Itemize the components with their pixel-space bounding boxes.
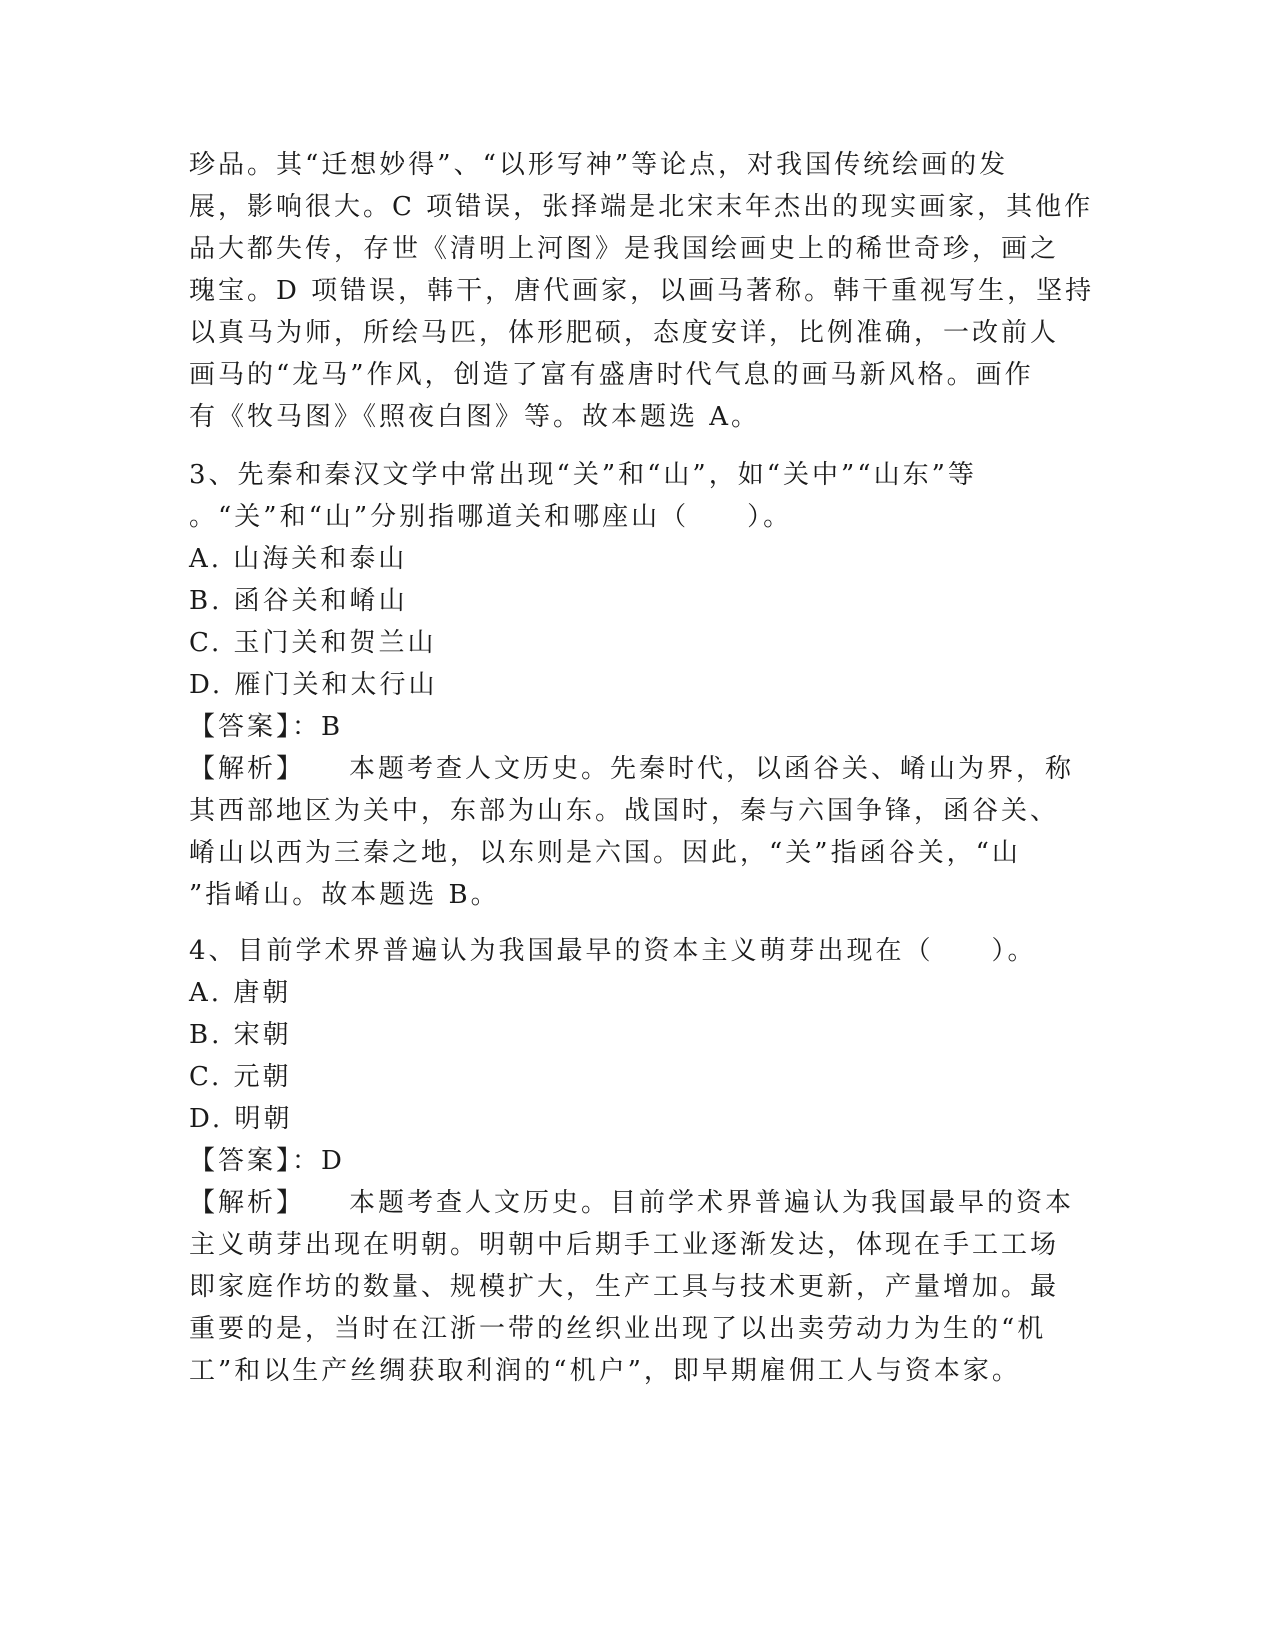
analysis-line: 即家庭作坊的数量、规模扩大，生产工具与技术更新，产量增加。最 [189, 1272, 1060, 1302]
paragraph-line: 瑰宝。D 项错误，韩干，唐代画家，以画马著称。韩干重视写生，坚持 [189, 276, 1095, 306]
analysis-first-line [189, 751, 1089, 793]
paragraph-line: 品大都失传，存世《清明上河图》是我国绘画史上的稀世奇珍，画之 [189, 234, 1060, 264]
question-4-text: 4、目前学术界普遍认为我国最早的资本主义萌芽出现在（ ）。 [189, 936, 1037, 966]
answer-line: 【答案】：B [189, 712, 344, 742]
analysis-text: 本题考查人文历史。先秦时代，以函谷关、崤山为界，称 [349, 754, 1075, 784]
option-a: A. 山海关和泰山 [189, 544, 408, 574]
paragraph-line: 以真马为师，所绘马匹，体形肥硕，态度安详，比例准确，一改前人 [189, 318, 1060, 348]
question-3-text: 3、先秦和秦汉文学中常出现“关”和“山”，如“关中”“山东”等 [189, 460, 977, 490]
analysis-line: 崤山以西为三秦之地，以东则是六国。因此，“关”指函谷关，“山 [189, 838, 1021, 868]
analysis-line: 工”和以生产丝绸获取利润的“机户”，即早期雇佣工人与资本家。 [189, 1356, 1021, 1386]
option-b: B. 宋朝 [189, 1020, 292, 1050]
answer-line: 【答案】：D [189, 1146, 345, 1176]
option-a: A. 唐朝 [189, 978, 292, 1008]
paragraph-line: 画马的“龙马”作风，创造了富有盛唐时代气息的画马新风格。画作 [189, 360, 1034, 390]
analysis-line: 其西部地区为关中，东部为山东。战国时，秦与六国争锋，函谷关、 [189, 796, 1060, 826]
option-d: D. 明朝 [189, 1104, 293, 1134]
analysis-label: 【解析】 [189, 1188, 306, 1218]
analysis-line: 重要的是，当时在江浙一带的丝织业出现了以出卖劳动力为生的“机 [189, 1314, 1047, 1344]
option-c: C. 元朝 [189, 1062, 292, 1092]
paragraph-line: 展，影响很大。C 项错误，张择端是北宋末年杰出的现实画家，其他作 [189, 192, 1094, 222]
option-c: C. 玉门关和贺兰山 [189, 628, 437, 658]
option-b: B. 函谷关和崤山 [189, 586, 408, 616]
analysis-line: 主义萌芽出现在明朝。明朝中后期手工业逐渐发达，体现在手工工场 [189, 1230, 1060, 1260]
analysis-first-line [189, 1185, 1089, 1227]
analysis-line: ”指崤山。故本题选 B。 [189, 880, 500, 910]
paragraph-line: 有《牧马图》《照夜白图》等。故本题选 A。 [189, 402, 761, 432]
paragraph-line: 珍品。其“迁想妙得”、“以形写神”等论点，对我国传统绘画的发 [189, 150, 1009, 180]
analysis-label: 【解析】 [189, 754, 306, 784]
option-d: D. 雁门关和太行山 [189, 670, 438, 700]
analysis-text: 本题考查人文历史。目前学术界普遍认为我国最早的资本 [349, 1188, 1075, 1218]
question-3-text: 。“关”和“山”分别指哪道关和哪座山（ ）。 [189, 502, 793, 532]
